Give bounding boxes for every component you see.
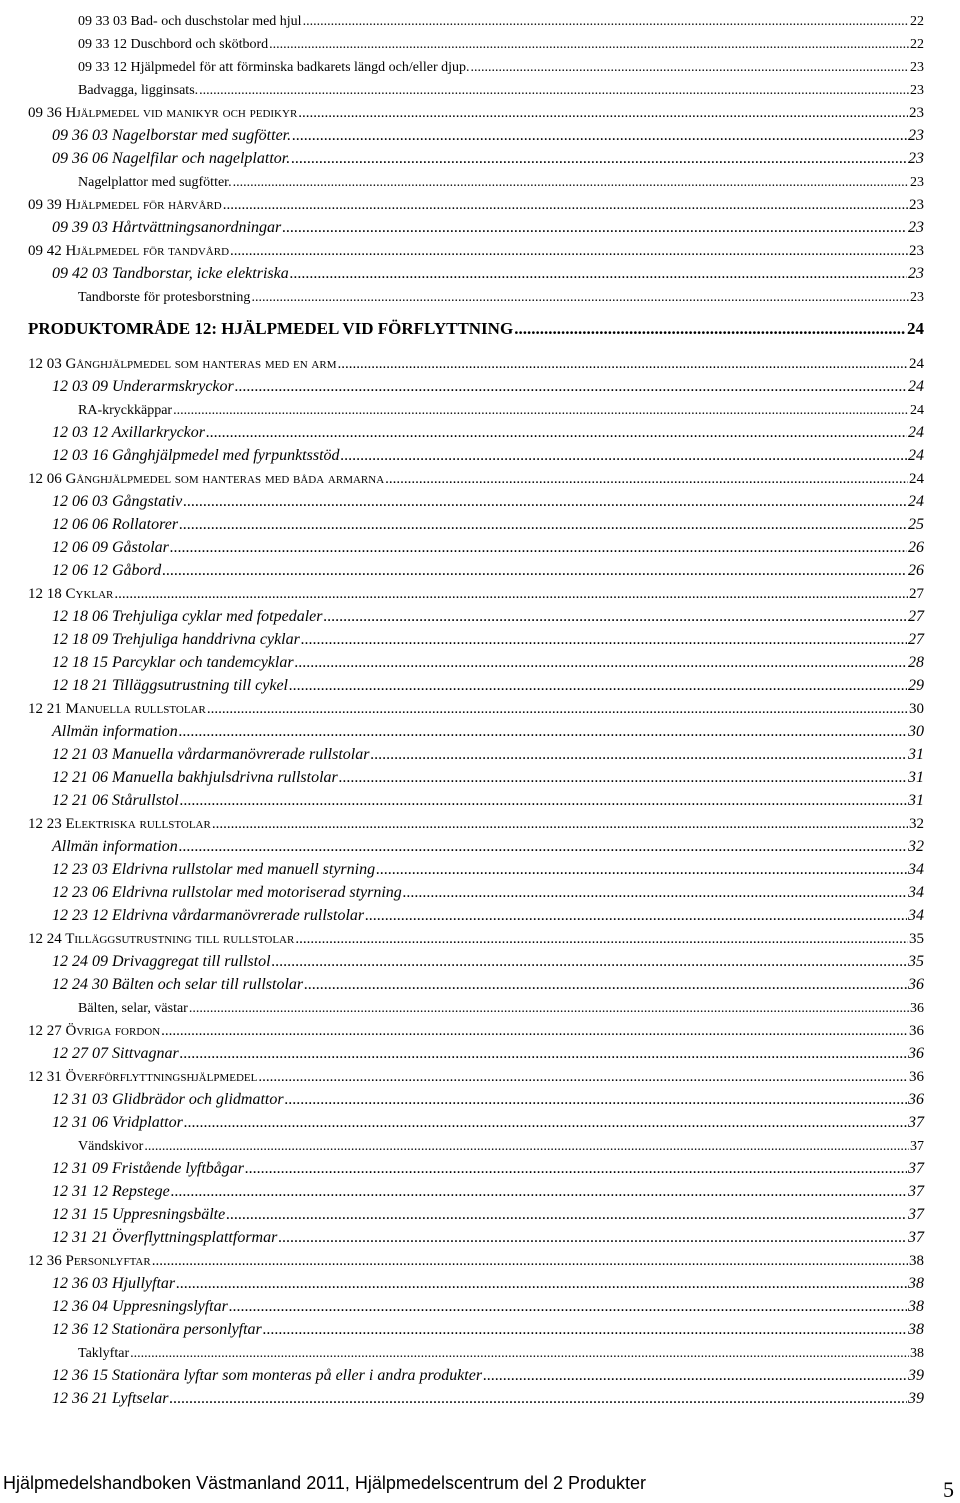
toc-entry-page: 26 [908, 562, 924, 579]
toc-entry-page: 34 [908, 907, 924, 924]
toc-entry-title: 12 23 03 Eldrivna rullstolar med manuell styrning [52, 861, 376, 878]
toc-entry[interactable] [28, 812, 924, 832]
toc-entry[interactable] [52, 1272, 924, 1292]
toc-entry[interactable] [52, 1295, 924, 1315]
toc-entry-title: 12 31 15 Uppresningsbälte [52, 1206, 226, 1223]
toc-entry[interactable] [78, 32, 924, 52]
toc-entry-title: 12 24 09 Drivaggregat till rullstol [52, 953, 271, 970]
footer-text: Hjälpmedelshandboken Västmanland 2011, Hjälpmedelscentrum del 2 Produkter [3, 1473, 647, 1493]
toc-dot-leader [298, 106, 908, 121]
toc-dot-leader [337, 357, 908, 372]
toc-entry[interactable] [28, 1019, 924, 1039]
page-footer [0, 1470, 960, 1502]
toc-entry[interactable] [52, 1226, 924, 1246]
toc-entry-page: 27 [908, 631, 924, 648]
toc-entry[interactable] [52, 881, 924, 901]
toc-dot-leader [403, 885, 907, 901]
toc-entry[interactable] [52, 720, 924, 740]
toc-dot-leader [289, 678, 907, 694]
toc-entry-title: 12 31 Överförflyttningshjälpmedel [28, 1069, 258, 1085]
toc-entry-page: 36 [908, 1091, 924, 1108]
toc-entry-page: 32 [909, 816, 924, 832]
toc-dot-leader [144, 1140, 909, 1154]
toc-dot-leader [199, 84, 909, 98]
toc-dot-leader [301, 632, 907, 648]
toc-dot-leader [183, 494, 907, 510]
toc-entry-page: 36 [909, 1069, 924, 1085]
toc-dot-leader [282, 220, 907, 236]
toc-dot-leader [171, 1184, 907, 1200]
toc-entry-page: 31 [908, 746, 924, 763]
toc-entry[interactable] [28, 352, 924, 372]
toc-entry-page: 24 [908, 447, 924, 464]
toc-dot-leader [170, 540, 907, 556]
toc-entry-page: 37 [910, 1139, 924, 1154]
toc-entry[interactable] [78, 996, 924, 1016]
toc-entry-title: 09 36 Hjälpmedel vid manikyr och pedikyr [28, 105, 298, 121]
toc-entry[interactable] [52, 1088, 924, 1108]
toc-entry[interactable] [52, 262, 924, 282]
toc-entry-title: 12 31 12 Repstege [52, 1183, 170, 1200]
toc-entry[interactable] [52, 973, 924, 993]
toc-dot-leader [179, 839, 907, 855]
toc-entry[interactable] [28, 697, 924, 717]
toc-entry-page: 23 [910, 290, 924, 305]
toc-dot-leader [206, 425, 907, 441]
toc-entry-title: 12 18 21 Tilläggsutrustning till cykel [52, 677, 288, 694]
toc-entry-page: 26 [908, 539, 924, 556]
toc-dot-leader [291, 151, 907, 167]
toc-entry-title: Allmän information [52, 723, 178, 740]
toc-entry-title: 09 33 03 Bad- och duschstolar med hjul [78, 14, 302, 29]
toc-entry[interactable] [78, 55, 924, 75]
toc-entry[interactable] [52, 1364, 924, 1384]
toc-entry[interactable] [28, 239, 924, 259]
toc-entry-title: 12 36 12 Stationära personlyftar [52, 1321, 262, 1338]
toc-entry-title: Tandborste för protesborstning [78, 290, 251, 305]
toc-entry-title: 12 27 07 Sittvagnar [52, 1045, 179, 1062]
toc-dot-leader [285, 1092, 907, 1108]
toc-entry-title: 12 36 Personlyftar [28, 1253, 151, 1269]
toc-entry-title: Bälten, selar, västar [78, 1001, 188, 1016]
toc-entry-page: 36 [908, 1045, 924, 1062]
toc-entry-title: 12 23 Elektriska rullstolar [28, 816, 211, 832]
toc-entry-title: 12 21 Manuella rullstolar [28, 701, 206, 717]
toc-entry-title: 12 31 21 Överflyttningsplattformar [52, 1229, 278, 1246]
toc-entry[interactable] [52, 766, 924, 786]
toc-dot-leader [385, 472, 908, 487]
toc-entry-title: Taklyftar [78, 1346, 130, 1361]
toc-entry-page: 36 [909, 1023, 924, 1039]
toc-entry[interactable] [52, 651, 924, 671]
toc-entry-page: 35 [908, 953, 924, 970]
toc-entry-title: RA-kryckkäppar [78, 403, 173, 418]
toc-dot-leader [323, 609, 907, 625]
toc-entry-title: 12 18 09 Trehjuliga handdrivna cyklar [52, 631, 300, 648]
toc-dot-leader [229, 1299, 907, 1315]
toc-dot-leader [152, 1254, 908, 1269]
toc-entry-page: 38 [908, 1275, 924, 1292]
toc-entry[interactable] [78, 78, 924, 98]
toc-entry-title: 12 23 12 Eldrivna vårdarmanövrerade rullstolar [52, 907, 365, 924]
toc-entry-page: 22 [910, 37, 924, 52]
toc-entry-page: 24 [908, 493, 924, 510]
toc-entry-page: 25 [908, 516, 924, 533]
toc-entry[interactable] [28, 317, 924, 337]
toc-entry-page: 24 [910, 403, 924, 418]
toc-entry[interactable] [52, 513, 924, 533]
toc-entry-title: 12 21 06 Stårullstol [52, 792, 179, 809]
toc-entry[interactable] [78, 170, 924, 190]
toc-dot-leader [483, 1368, 907, 1384]
toc-entry-page: 29 [908, 677, 924, 694]
toc-entry-page: 23 [909, 243, 924, 259]
toc-entry-page: 34 [908, 861, 924, 878]
toc-entry-title: 09 33 12 Hjälpmedel för att förminska badkarets längd och/eller djup. [78, 60, 470, 75]
toc-entry-title: 12 06 Gånghjälpmedel som hanteras med båda armarna [28, 471, 385, 487]
toc-entry-page: 36 [908, 976, 924, 993]
toc-dot-leader [130, 1347, 909, 1361]
toc-dot-leader [169, 1391, 907, 1407]
toc-entry-title: 12 18 06 Trehjuliga cyklar med fotpedaler [52, 608, 323, 625]
toc-dot-leader [272, 954, 907, 970]
toc-entry-title: 12 21 06 Manuella bakhjulsdrivna rullstolar [52, 769, 338, 786]
toc-entry-title: 09 36 03 Nagelborstar med sugfötter. [52, 127, 292, 144]
toc-entry-page: 38 [910, 1346, 924, 1361]
toc-dot-leader [189, 1002, 909, 1016]
toc-entry-page: 37 [908, 1160, 924, 1177]
toc-entry-title: PRODUKTOMRÅDE 12: HJÄLPMEDEL VID FÖRFLYTTNING [28, 319, 514, 338]
footer-page-number: 5 [943, 1477, 954, 1502]
toc-entry[interactable] [52, 124, 924, 144]
toc-entry-title: 09 42 03 Tandborstar, icke elektriska [52, 265, 289, 282]
toc-entry[interactable] [52, 950, 924, 970]
toc-entry-title: 12 36 21 Lyftselar [52, 1390, 169, 1407]
toc-entry-page: 24 [909, 471, 924, 487]
toc-entry-page: 38 [908, 1321, 924, 1338]
toc-entry-page: 31 [908, 769, 924, 786]
toc-dot-leader [278, 1230, 907, 1246]
toc-dot-leader [341, 448, 907, 464]
toc-dot-leader [235, 379, 907, 395]
toc-entry[interactable] [52, 743, 924, 763]
toc-dot-leader [180, 1046, 907, 1062]
toc-entry[interactable] [78, 9, 924, 29]
toc-dot-leader [179, 517, 907, 533]
toc-entry[interactable] [52, 147, 924, 167]
toc-entry[interactable] [28, 101, 924, 121]
toc-entry[interactable] [52, 444, 924, 464]
toc-entry-title: 09 42 Hjälpmedel för tandvård [28, 243, 230, 259]
toc-entry[interactable] [78, 285, 924, 305]
toc-dot-leader [295, 932, 908, 947]
toc-entry-title: 12 03 Gånghjälpmedel som hanteras med en arm [28, 356, 337, 372]
toc-dot-leader [339, 770, 907, 786]
toc-dot-leader [303, 15, 909, 29]
toc-dot-leader [230, 244, 908, 259]
toc-entry-title: 09 39 03 Hårtvättningsanordningar [52, 219, 282, 236]
toc-dot-leader [212, 817, 908, 832]
toc-entry[interactable] [52, 536, 924, 556]
toc-dot-leader [223, 198, 908, 213]
toc-entry-page: 23 [908, 265, 924, 282]
toc-entry-page: 23 [908, 219, 924, 236]
toc-dot-leader [179, 724, 907, 740]
toc-entry-title: Vändskivor [78, 1139, 144, 1154]
toc-entry-page: 23 [910, 60, 924, 75]
toc-entry[interactable] [52, 216, 924, 236]
toc-entry[interactable] [78, 1134, 924, 1154]
toc-dot-leader [207, 702, 908, 717]
toc-dot-leader [471, 61, 909, 75]
toc-entry-title: Allmän information [52, 838, 178, 855]
toc-entry-page: 27 [908, 608, 924, 625]
toc-dot-leader [514, 320, 906, 337]
toc-entry-page: 36 [910, 1001, 924, 1016]
toc-entry-page: 34 [908, 884, 924, 901]
toc-entry-title: 12 36 04 Uppresningslyftar [52, 1298, 228, 1315]
toc-entry-page: 22 [910, 14, 924, 29]
toc-entry-page: 24 [909, 356, 924, 372]
toc-entry[interactable] [52, 559, 924, 579]
toc-dot-leader [251, 291, 909, 305]
toc-entry-title: 12 36 15 Stationära lyftar som monteras på eller i andra produkter [52, 1367, 483, 1384]
toc-dot-leader [290, 266, 907, 282]
toc-entry[interactable] [78, 398, 924, 418]
toc-entry-page: 39 [908, 1367, 924, 1384]
toc-dot-leader [370, 747, 907, 763]
toc-entry-title: 12 36 03 Hjullyftar [52, 1275, 176, 1292]
toc-entry-page: 35 [909, 931, 924, 947]
toc-entry-title: Badvagga, ligginsats. [78, 83, 199, 98]
toc-entry-title: 12 27 Övriga fordon [28, 1023, 161, 1039]
toc-entry-page: 28 [908, 654, 924, 671]
toc-entry[interactable] [52, 1042, 924, 1062]
toc-entry[interactable] [52, 789, 924, 809]
toc-dot-leader [161, 1024, 908, 1039]
toc-entry[interactable] [78, 1341, 924, 1361]
toc-entry-page: 32 [908, 838, 924, 855]
toc-entry-title: 12 18 Cyklar [28, 586, 114, 602]
toc-entry-page: 38 [908, 1298, 924, 1315]
toc-entry[interactable] [52, 490, 924, 510]
toc-entry[interactable] [52, 1203, 924, 1223]
toc-entry-page: 30 [908, 723, 924, 740]
toc-entry[interactable] [52, 835, 924, 855]
toc-entry-title: Nagelplattor med sugfötter. [78, 175, 232, 190]
toc-dot-leader [233, 176, 909, 190]
toc-entry-page: 37 [908, 1206, 924, 1223]
toc-entry-title: 09 39 Hjälpmedel för hårvård [28, 197, 222, 213]
toc-entry-page: 27 [909, 586, 924, 602]
toc-dot-leader [295, 655, 907, 671]
toc-dot-leader [184, 1115, 907, 1131]
toc-entry[interactable] [52, 421, 924, 441]
toc-entry[interactable] [52, 674, 924, 694]
toc-entry[interactable] [52, 1111, 924, 1131]
toc-entry[interactable] [52, 1180, 924, 1200]
toc-entry-page: 37 [908, 1183, 924, 1200]
toc-entry-page: 30 [909, 701, 924, 717]
toc-dot-leader [376, 862, 907, 878]
toc-dot-leader [365, 908, 907, 924]
toc-entry-page: 24 [908, 378, 924, 395]
toc-entry[interactable] [52, 904, 924, 924]
toc-entry[interactable] [28, 582, 924, 602]
toc-entry-title: 12 03 09 Underarmskryckor [52, 378, 234, 395]
toc-entry-title: 12 24 Tilläggsutrustning till rullstolar [28, 931, 295, 947]
toc-entry[interactable] [28, 193, 924, 213]
toc-entry-page: 38 [909, 1253, 924, 1269]
toc-entry-page: 23 [908, 150, 924, 167]
toc-entry-title: 12 31 06 Vridplattor [52, 1114, 183, 1131]
toc-entry-title: 12 06 09 Gåstolar [52, 539, 169, 556]
toc-entry[interactable] [52, 858, 924, 878]
toc-entry-title: 12 24 30 Bälten och selar till rullstolar [52, 976, 304, 993]
toc-dot-leader [245, 1161, 907, 1177]
toc-entry-title: 09 36 06 Nagelfilar och nagelplattor. [52, 150, 291, 167]
toc-dot-leader [258, 1070, 908, 1085]
toc-dot-leader [292, 128, 907, 144]
toc-entry-page: 37 [908, 1114, 924, 1131]
toc-entry-title: 12 23 06 Eldrivna rullstolar med motoriserad styrning [52, 884, 402, 901]
toc-dot-leader [180, 793, 907, 809]
toc-entry-page: 31 [908, 792, 924, 809]
toc-dot-leader [226, 1207, 907, 1223]
toc-entry-page: 37 [908, 1229, 924, 1246]
toc-entry-title: 09 33 12 Duschbord och skötbord [78, 37, 269, 52]
toc-entry[interactable] [52, 1318, 924, 1338]
toc-entry-page: 23 [909, 105, 924, 121]
toc-entry-title: 12 03 16 Gånghjälpmedel med fyrpunktsstöd [52, 447, 340, 464]
toc-entry-page: 23 [909, 197, 924, 213]
toc-dot-leader [263, 1322, 907, 1338]
toc-dot-leader [114, 587, 908, 602]
toc-dot-leader [173, 404, 909, 418]
toc-dot-leader [162, 563, 907, 579]
toc-entry[interactable] [28, 927, 924, 947]
toc-entry-page: 23 [908, 127, 924, 144]
toc-entry-title: 12 06 12 Gåbord [52, 562, 162, 579]
toc-entry[interactable] [28, 467, 924, 487]
toc-entry-title: 12 06 03 Gångstativ [52, 493, 183, 510]
toc-entry[interactable] [28, 1065, 924, 1085]
toc-entry[interactable] [52, 1387, 924, 1407]
toc-entry-page: 23 [910, 83, 924, 98]
toc-entry-title: 12 03 12 Axillarkryckor [52, 424, 206, 441]
toc-entry[interactable] [52, 605, 924, 625]
toc-entry-page: 24 [907, 319, 924, 338]
toc-entry-title: 12 31 09 Fristående lyftbågar [52, 1160, 244, 1177]
toc-dot-leader [269, 38, 909, 52]
toc-entry-title: 12 31 03 Glidbrädor och glidmattor [52, 1091, 284, 1108]
toc-entry-page: 23 [910, 175, 924, 190]
toc-entry[interactable] [52, 1157, 924, 1177]
toc-dot-leader [176, 1276, 907, 1292]
toc-entry[interactable] [28, 1249, 924, 1269]
toc-entry-title: 12 21 03 Manuella vårdarmanövrerade rullstolar [52, 746, 370, 763]
toc-entry-title: 12 18 15 Parcyklar och tandemcyklar [52, 654, 294, 671]
toc-entry-page: 24 [908, 424, 924, 441]
toc-entry[interactable] [52, 628, 924, 648]
toc-entry-title: 12 06 06 Rollatorer [52, 516, 179, 533]
toc-dot-leader [304, 977, 907, 993]
toc-entry-page: 39 [908, 1390, 924, 1407]
toc-entry[interactable] [52, 375, 924, 395]
